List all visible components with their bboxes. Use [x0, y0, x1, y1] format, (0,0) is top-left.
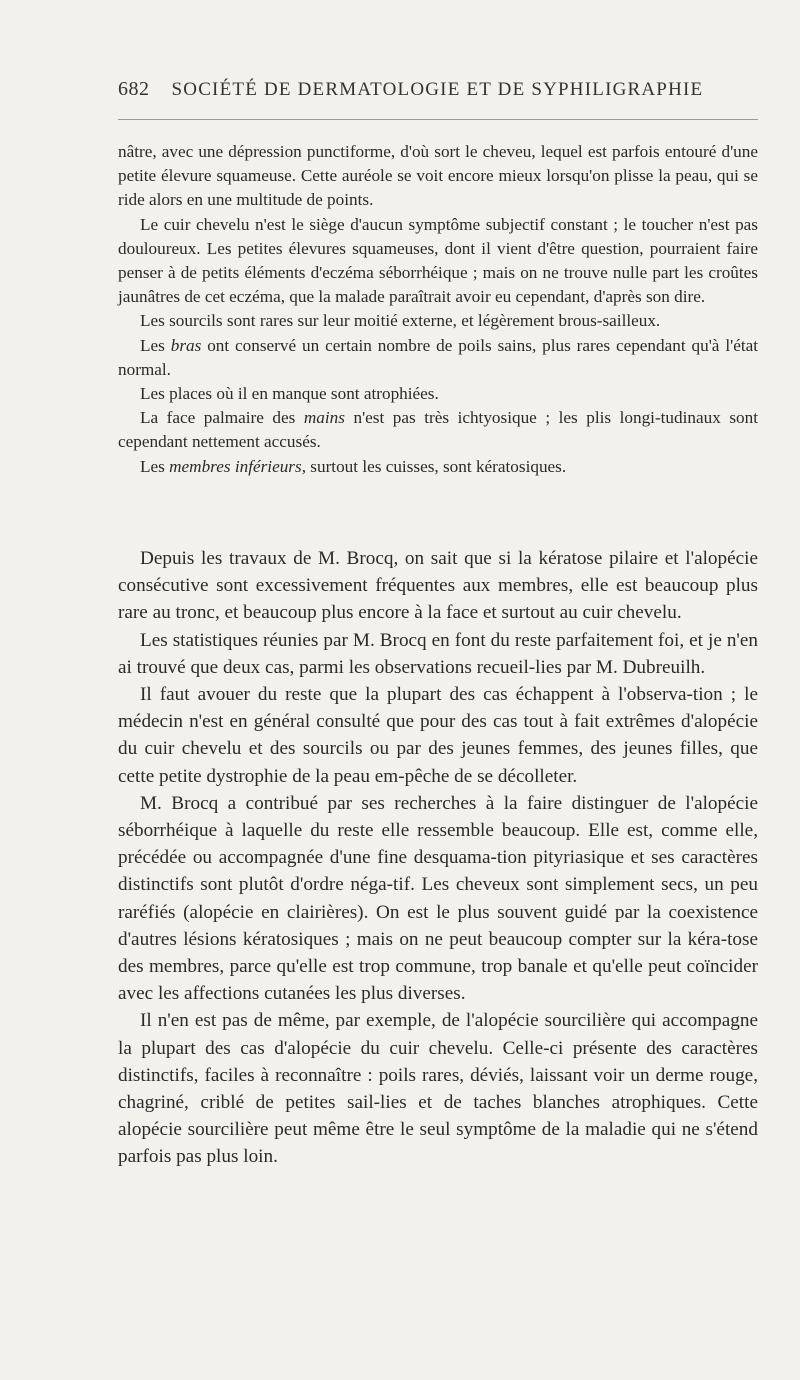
running-title: SOCIÉTÉ DE DERMATOLOGIE ET DE SYPHILIGRAPHIE — [171, 79, 704, 100]
emphasis: mains — [303, 408, 345, 428]
paragraph: Il n'en est pas de même, par exemple, de l'alopécie sourcilière qui accompagne la plupart des cas d'alopécie du cuir chevelu. Celle-ci présente des caractères distinctifs, faciles à reconnaître : poils rares, déviés, laissant voir un derme rouge, chagriné, criblé de petites sail-lies et de taches blanches atrophiques. Cette alopécie sourcilière peut même être le seul symptôme de la maladie qui ne s'étend parfois pas plus loin. — [118, 1010, 758, 1168]
paragraph: M. Brocq a contribué par ses recherches à la faire distinguer de l'alopécie séborrhéique à laquelle du reste elle ressemble beaucoup. Elle est, comme elle, précédée ou accompagnée d'une fine desquama-tion pityriasique et ses caractères distinctifs sont plutôt d'ordre néga-tif. Les cheveux sont simplement secs, un peu raréfiés (alopécie en clairières). On est le plus souvent guidé par la coexistence d'autres lésions kératosiques ; mais on ne peut beaucoup compter sur la kéra-tose des membres, parce qu'elle est trop commune, trop banale et qu'elle peut coïncider avec les affections cutanées les plus diverses. — [118, 792, 758, 1005]
paragraph: Les sourcils sont rares sur leur moitié externe, et légèrement brous-sailleux. — [140, 311, 661, 331]
paragraph: La face palmaire des mains n'est pas très ichtyosique ; les plis longi-tudinaux sont cependant nettement accusés. — [118, 408, 758, 452]
emphasis: bras — [170, 335, 202, 355]
paragraph: Les membres inférieurs, surtout les cuisses, sont kératosiques. — [140, 456, 567, 476]
paragraph: Les bras ont conservé un certain nombre de poils sains, plus rares cependant qu'à l'état normal. — [118, 335, 758, 379]
paragraph: Le cuir chevelu n'est le siège d'aucun symptôme subjectif constant ; le toucher n'est pas douloureux. Les petites élevures squameuses, dont il vient d'être question, pourraient faire penser à de petits éléments d'eczéma séborrhéique ; mais on ne trouve nulle part les croûtes jaunâtres de cet eczéma, que la malade paraîtrait avoir eu cependant, d'après son dire. — [118, 214, 758, 307]
discussion — [118, 545, 758, 1171]
header-rule — [118, 119, 758, 120]
paragraph: nâtre, avec une dépression punctiforme, d'où sort le cheveu, lequel est parfois entouré d'une petite élevure squameuse. Cette auréole se voit encore mieux lorsqu'on plisse la peau, qui se ride alors en une multitude de points. — [118, 142, 758, 210]
paragraph: Les places où il en manque sont atrophiées. — [140, 384, 439, 404]
case-description — [118, 140, 758, 479]
paragraph: Depuis les travaux de M. Brocq, on sait que si la kératose pilaire et l'alopécie consécutive sont excessivement fréquentes aux membres, elle est beaucoup plus rare au tronc, et beaucoup plus encore à la face et surtout au cuir chevelu. — [118, 548, 758, 624]
page-header — [118, 78, 758, 101]
paragraph: Il faut avouer du reste que la plupart des cas échappent à l'observa-tion ; le médecin n'est en général consulté que pour des cas tout à fait extrêmes d'alopécie du cuir chevelu et des sourcils ou par des jeunes femmes, des jeunes filles, que cette petite dystrophie de la peau em-pêche de se décolleter. — [118, 684, 758, 787]
paragraph: Les statistiques réunies par M. Brocq en font du reste parfaitement foi, et je n'en ai trouvé que deux cas, parmi les observations recueil-lies par M. Dubreuilh. — [118, 629, 758, 678]
page-number: 682 — [118, 78, 150, 100]
emphasis: membres inférieurs — [169, 456, 302, 476]
